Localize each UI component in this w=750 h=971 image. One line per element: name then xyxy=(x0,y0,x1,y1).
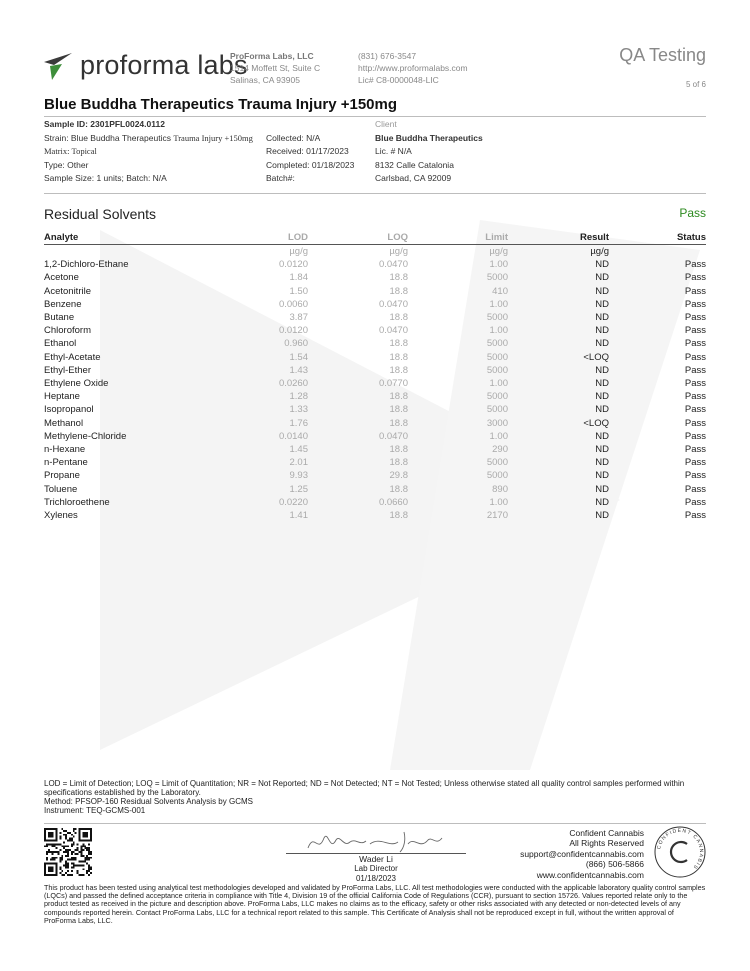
column-header-status: Status xyxy=(609,231,706,245)
lod-cell: 0.0260 xyxy=(278,378,308,390)
lab-website-link[interactable]: http://www.proformalabs.com xyxy=(358,63,468,73)
status-cell: Pass xyxy=(684,470,706,482)
status-cell: Pass xyxy=(684,364,706,376)
analyte-cell: Ethyl-Acetate xyxy=(44,351,101,363)
limit-cell: 290 xyxy=(492,444,508,456)
signature-image xyxy=(300,826,460,856)
proforma-logo-icon xyxy=(44,53,74,80)
document-type-title: QA Testing xyxy=(619,45,706,65)
units-cell: µg/g xyxy=(489,246,508,257)
limit-cell: 1.00 xyxy=(489,378,508,390)
lod-cell: 1.54 xyxy=(289,351,308,363)
status-cell: Pass xyxy=(684,338,706,350)
table-row xyxy=(44,456,706,469)
lod-cell: 1.43 xyxy=(289,364,308,376)
info-divider xyxy=(44,193,706,194)
result-cell: ND xyxy=(595,298,609,310)
status-cell: Pass xyxy=(684,417,706,429)
residual-solvents-table xyxy=(44,231,706,522)
loq-cell: 0.0660 xyxy=(378,496,408,508)
limit-cell: 5000 xyxy=(486,312,508,324)
table-row xyxy=(44,483,706,496)
table-row xyxy=(44,417,706,430)
lod-cell: 1.84 xyxy=(289,272,308,284)
cc-website-link[interactable]: www.confidentcannabis.com xyxy=(536,869,644,880)
svg-text:CONFIDENT CANNABIS: CONFIDENT CANNABIS xyxy=(656,827,705,871)
cc-email-link[interactable]: support@confidentcannabis.com xyxy=(520,848,644,859)
client-name: Blue Buddha Therapeutics xyxy=(375,132,483,143)
result-cell: ND xyxy=(595,483,609,495)
column-header-limit: Limit xyxy=(408,231,508,245)
sample-size: Sample Size: 1 units; Batch: N/A xyxy=(44,173,167,183)
analyte-cell: Butane xyxy=(44,312,75,324)
analyte-cell: Acetonitrile xyxy=(44,285,91,297)
table-row xyxy=(44,469,706,482)
lab-contact-block xyxy=(358,50,468,86)
status-cell: Pass xyxy=(684,483,706,495)
units-cell: µg/g xyxy=(590,246,609,257)
result-cell: ND xyxy=(595,444,609,456)
loq-cell: 18.8 xyxy=(389,457,408,469)
result-cell: ND xyxy=(595,510,609,522)
method-line: Method: PFSOP-160 Residual Solvents Analysis by GCMS xyxy=(44,797,253,806)
client-label: Client xyxy=(375,119,397,129)
limit-cell: 5000 xyxy=(486,457,508,469)
lod-cell: 1.28 xyxy=(289,391,308,403)
column-header-analyte: Analyte xyxy=(44,231,234,245)
loq-cell: 18.8 xyxy=(389,510,408,522)
lod-cell: 1.41 xyxy=(289,510,308,522)
result-cell: ND xyxy=(595,364,609,376)
loq-cell: 18.8 xyxy=(389,272,408,284)
signer-name: Wader Li xyxy=(359,854,393,864)
limit-cell: 1.00 xyxy=(489,496,508,508)
status-cell: Pass xyxy=(684,259,706,271)
footer-divider xyxy=(44,823,706,824)
table-row xyxy=(44,390,706,403)
status-cell: Pass xyxy=(684,391,706,403)
result-cell: ND xyxy=(595,325,609,337)
sample-id: Sample ID: 2301PFL0024.0112 xyxy=(44,119,165,129)
loq-cell: 18.8 xyxy=(389,444,408,456)
result-cell: ND xyxy=(595,404,609,416)
result-cell: ND xyxy=(595,496,609,508)
sample-type: Type: Other xyxy=(44,159,89,170)
section-title: Residual Solvents xyxy=(44,206,157,222)
analyte-cell: 1,2-Dichloro-Ethane xyxy=(44,259,129,271)
lab-address-line2: Salinas, CA 93905 xyxy=(230,75,300,85)
analyte-cell: Propane xyxy=(44,470,80,482)
table-row xyxy=(44,509,706,522)
limit-cell: 5000 xyxy=(486,338,508,350)
analyte-cell: Ethanol xyxy=(44,338,77,350)
status-cell: Pass xyxy=(684,325,706,337)
analyte-cell: Trichloroethene xyxy=(44,496,110,508)
lod-cell: 9.93 xyxy=(289,470,308,482)
limit-cell: 410 xyxy=(492,285,508,297)
lod-cell: 2.01 xyxy=(289,457,308,469)
loq-cell: 29.8 xyxy=(389,470,408,482)
status-cell: Pass xyxy=(684,298,706,310)
column-header-loq: LOQ xyxy=(308,231,408,245)
result-cell: ND xyxy=(595,285,609,297)
instrument-line: Instrument: TEQ-GCMS-001 xyxy=(44,806,146,815)
lod-cell: 0.0120 xyxy=(278,259,308,271)
batch-number: Batch#: xyxy=(266,173,295,183)
lod-cell: 0.0060 xyxy=(278,298,308,310)
logo-wordmark: proforma labs xyxy=(80,50,248,80)
limit-cell: 5000 xyxy=(486,272,508,284)
loq-cell: 18.8 xyxy=(389,312,408,324)
lab-license: Lic# C8-0000048-LIC xyxy=(358,75,439,85)
status-cell: Pass xyxy=(684,312,706,324)
table-row xyxy=(44,285,706,298)
lod-cell: 0.0140 xyxy=(278,430,308,442)
client-info-block xyxy=(375,118,483,186)
limit-cell: 3000 xyxy=(486,417,508,429)
loq-cell: 0.0770 xyxy=(378,378,408,390)
analyte-cell: n-Pentane xyxy=(44,457,88,469)
result-cell: ND xyxy=(595,470,609,482)
limit-cell: 1.00 xyxy=(489,298,508,310)
client-address-line1: 8132 Calle Catalonia xyxy=(375,159,454,170)
result-cell: ND xyxy=(595,378,609,390)
table-row xyxy=(44,311,706,324)
sample-strain-label: Strain: Blue Buddha Therapeutics xyxy=(44,132,171,143)
column-header-lod: LOD xyxy=(234,231,308,245)
analyte-cell: Ethylene Oxide xyxy=(44,378,109,390)
qr-code-icon[interactable] xyxy=(44,828,92,876)
result-cell: <LOQ xyxy=(583,417,609,429)
sample-strain xyxy=(44,132,253,146)
limit-cell: 2170 xyxy=(486,510,508,522)
analyte-cell: Methanol xyxy=(44,417,84,429)
limit-cell: 1.00 xyxy=(489,325,508,337)
table-row xyxy=(44,298,706,311)
loq-cell: 0.0470 xyxy=(378,325,408,337)
sample-dates-block xyxy=(266,132,354,186)
loq-cell: 18.8 xyxy=(389,338,408,350)
lod-cell: 1.45 xyxy=(289,444,308,456)
units-cell xyxy=(44,245,234,259)
status-cell: Pass xyxy=(684,351,706,363)
limit-cell: 1.00 xyxy=(489,259,508,271)
analyte-cell: Xylenes xyxy=(44,510,78,522)
sample-info-block xyxy=(44,118,253,186)
lab-name: ProForma Labs, LLC xyxy=(230,51,314,61)
result-cell: ND xyxy=(595,312,609,324)
result-cell: ND xyxy=(595,391,609,403)
table-row xyxy=(44,377,706,390)
loq-cell: 18.8 xyxy=(389,404,408,416)
status-cell: Pass xyxy=(684,404,706,416)
status-cell: Pass xyxy=(684,496,706,508)
lod-cell: 0.960 xyxy=(284,338,308,350)
table-header-row xyxy=(44,231,706,245)
table-row xyxy=(44,496,706,509)
lab-phone: (831) 676-3547 xyxy=(358,51,417,61)
loq-cell: 18.8 xyxy=(389,351,408,363)
table-row xyxy=(44,258,706,271)
client-address-line2: Carlsbad, CA 92009 xyxy=(375,173,452,183)
status-cell: Pass xyxy=(684,272,706,284)
analyte-cell: Benzene xyxy=(44,298,82,310)
limit-cell: 5000 xyxy=(486,391,508,403)
completed-date: Completed: 01/18/2023 xyxy=(266,159,355,170)
loq-cell: 18.8 xyxy=(389,364,408,376)
loq-cell: 0.0470 xyxy=(378,430,408,442)
lod-cell: 0.0120 xyxy=(278,325,308,337)
units-cell: µg/g xyxy=(289,246,308,257)
report-notes xyxy=(44,779,706,815)
status-cell: Pass xyxy=(684,378,706,390)
lod-cell: 1.76 xyxy=(289,417,308,429)
abbreviation-legend: LOD = Limit of Detection; LOQ = Limit of Quantitation; NR = Not Reported; ND = Not Detected; NT = Not Tested; Unless otherwise stated all quality control samples performed within specifications established by the Laboratory. xyxy=(44,779,685,797)
loq-cell: 0.0470 xyxy=(378,298,408,310)
status-cell: Pass xyxy=(684,285,706,297)
lab-address-line1: 1514 Moffett St, Suite C xyxy=(230,63,321,73)
loq-cell: 18.8 xyxy=(389,285,408,297)
column-header-result: Result xyxy=(508,231,609,245)
limit-cell: 1.00 xyxy=(489,430,508,442)
analyte-cell: n-Hexane xyxy=(44,444,86,456)
table-row xyxy=(44,430,706,443)
sample-matrix: Matrix: Topical xyxy=(44,146,97,156)
cc-phone: (866) 506-5866 xyxy=(585,859,644,870)
signature-date: 01/18/2023 xyxy=(355,874,397,883)
product-title: Blue Buddha Therapeutics Trauma Injury +150mg xyxy=(44,96,398,113)
section-status-badge: Pass xyxy=(679,206,706,220)
analyte-cell: Heptane xyxy=(44,391,80,403)
loq-cell: 0.0470 xyxy=(378,259,408,271)
table-row xyxy=(44,337,706,350)
lod-cell: 0.0220 xyxy=(278,496,308,508)
page-number: 5 of 6 xyxy=(685,80,706,89)
confident-cannabis-block xyxy=(520,828,644,880)
analyte-cell: Acetone xyxy=(44,272,79,284)
legal-disclaimer: This product has been tested using analytical test methodologies developed and validated by ProForma Labs, LLC. All test methodologies were conducted with the applicable laboratory quality control samples (LQCs) and passed the defined acceptance criteria in compliance with Title 4, Division 19 of the official California Code of Regulations (CCR), pursuant to section 15726. Values reported relate only to the product tested as received in the picture and description above. ProForma Labs, LLC makes no claims as to the efficacy, safety or other risks associated with any detected or non-detected levels of any compounds reported herein. Contact ProForma Labs, LLC for a technical report related to this sample. This Certificate of Analysis shall not be reproduced except in full, without the written approval of ProForma Labs, LLC. xyxy=(44,883,706,925)
status-cell: Pass xyxy=(684,457,706,469)
loq-cell: 18.8 xyxy=(389,417,408,429)
analyte-cell: Ethyl-Ether xyxy=(44,364,91,376)
analyte-cell: Isopropanol xyxy=(44,404,94,416)
analyte-cell: Methylene-Chloride xyxy=(44,430,127,442)
table-row xyxy=(44,403,706,416)
units-row xyxy=(44,245,706,259)
result-cell: <LOQ xyxy=(583,351,609,363)
lab-address-block xyxy=(230,50,320,86)
analyte-cell: Chloroform xyxy=(44,325,91,337)
result-cell: ND xyxy=(595,272,609,284)
limit-cell: 5000 xyxy=(486,351,508,363)
lod-cell: 1.25 xyxy=(289,483,308,495)
signer-title: Lab Director xyxy=(354,864,398,873)
result-cell: ND xyxy=(595,338,609,350)
sample-strain-value: Trauma Injury +150mg xyxy=(173,132,253,143)
lod-cell: 3.87 xyxy=(289,312,308,324)
confident-cannabis-seal-icon xyxy=(654,826,706,878)
collected-date: Collected: N/A xyxy=(266,132,321,143)
cc-rights: All Rights Reserved xyxy=(569,838,644,849)
status-cell: Pass xyxy=(684,510,706,522)
result-cell: ND xyxy=(595,259,609,271)
limit-cell: 5000 xyxy=(486,470,508,482)
limit-cell: 5000 xyxy=(486,364,508,376)
analyte-cell: Toluene xyxy=(44,483,78,495)
limit-cell: 890 xyxy=(492,483,508,495)
result-cell: ND xyxy=(595,457,609,469)
lod-cell: 1.33 xyxy=(289,404,308,416)
lod-cell: 1.50 xyxy=(289,285,308,297)
result-cell: ND xyxy=(595,430,609,442)
cc-name: Confident Cannabis xyxy=(569,828,644,838)
table-row xyxy=(44,443,706,456)
client-license: Lic. # N/A xyxy=(375,146,412,156)
header-divider xyxy=(44,116,706,117)
signer-block xyxy=(286,854,466,884)
table-row xyxy=(44,364,706,377)
loq-cell: 18.8 xyxy=(389,483,408,495)
units-cell: µg/g xyxy=(389,246,408,257)
table-row xyxy=(44,324,706,337)
status-cell: Pass xyxy=(684,444,706,456)
limit-cell: 5000 xyxy=(486,404,508,416)
received-date: Received: 01/17/2023 xyxy=(266,146,349,156)
table-row xyxy=(44,271,706,284)
loq-cell: 18.8 xyxy=(389,391,408,403)
units-cell xyxy=(609,245,706,259)
status-cell: Pass xyxy=(684,430,706,442)
table-row xyxy=(44,351,706,364)
